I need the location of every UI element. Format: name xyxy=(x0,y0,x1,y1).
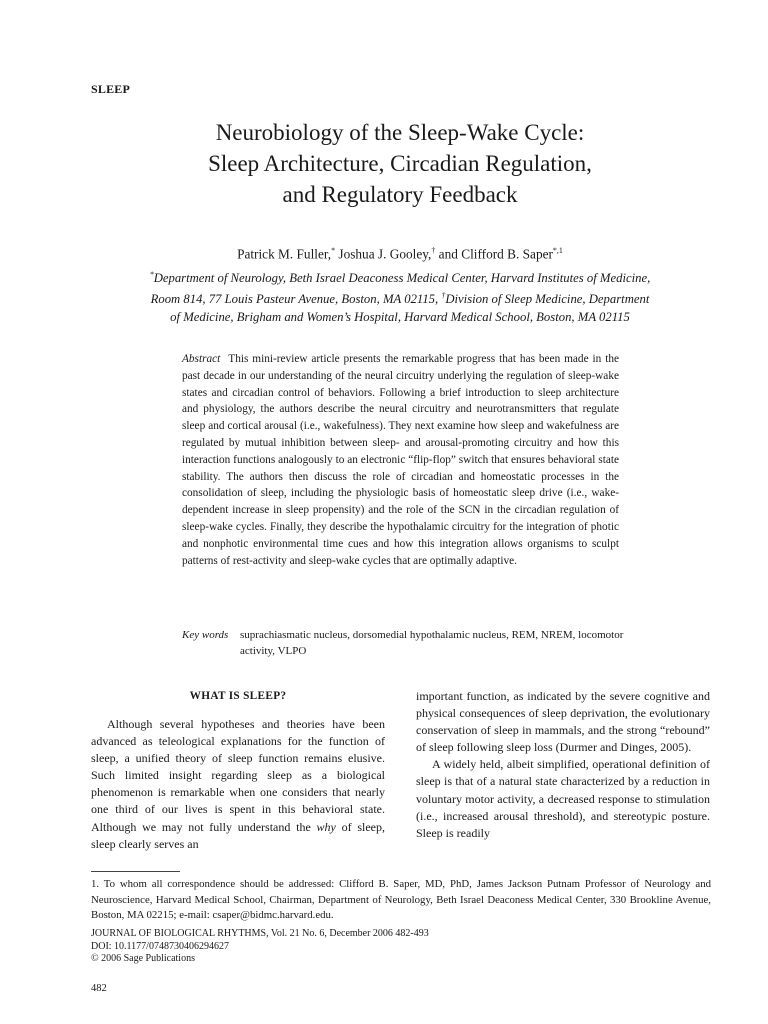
body-emphasis: why xyxy=(316,819,336,834)
affiliations xyxy=(100,266,700,326)
author-gooley: Joshua J. Gooley, xyxy=(335,246,432,262)
article-title xyxy=(100,117,700,210)
affiliation-line-1 xyxy=(100,266,700,287)
title-line-3: and Regulatory Feedback xyxy=(282,182,518,207)
body-column-left xyxy=(91,688,385,853)
author-fuller-mark: * xyxy=(331,246,336,255)
affiliation-text-2a: Room 814, 77 Louis Pasteur Avenue, Boston, MA 02115, xyxy=(150,292,442,307)
author-gooley-mark: † xyxy=(431,246,436,255)
title-line-2: Sleep Architecture, Circadian Regulation, xyxy=(208,151,592,176)
affiliation-line-3: of Medicine, Brigham and Women’s Hospital, Harvard Medical School, Boston, MA 02115 xyxy=(170,310,630,325)
footnote: 1. To whom all correspondence should be addressed: Clifford B. Saper, MD, PhD, James Jackson Putnam Professor of Neurology and Neuroscience, Harvard Medical School, Chairman, Department of Neurology, Beth Israel Deaconess Medical Center, 330 Brookline Avenue, Boston, MA 02215; e-mail: csaper@bidmc.harvard.edu. xyxy=(91,878,711,921)
journal-doi: DOI: 10.1177/0748730406294627 xyxy=(91,940,229,952)
affiliation-line-2 xyxy=(100,287,700,308)
author-saper-mark: *,1 xyxy=(552,246,563,255)
page-number: 482 xyxy=(91,983,107,994)
abstract xyxy=(182,351,619,569)
author-fuller: Patrick M. Fuller, xyxy=(237,246,332,262)
body-text: of sleep, sleep clearly serves an xyxy=(91,819,386,851)
journal-copyright: © 2006 Sage Publications xyxy=(91,953,195,965)
journal-citation: JOURNAL OF BIOLOGICAL RHYTHMS, Vol. 21 No. 6, December 2006 482-493 xyxy=(91,928,429,939)
affiliation-text-1: Department of Neurology, Beth Israel Deaconess Medical Center, Harvard Institutes of Medicine, xyxy=(153,271,651,286)
body-paragraph: important function, as indicated by the severe cognitive and physical consequences of sleep deprivation, the evolutionary conservation of sleep in mammals, and the strong “rebound” of sleep following sleep loss (Durmer and Dinges, 2005). xyxy=(416,689,710,755)
section-tag: SLEEP xyxy=(91,82,131,96)
keywords-label: Key words xyxy=(182,629,229,641)
section-heading: WHAT IS SLEEP? xyxy=(189,690,287,702)
body-paragraph xyxy=(91,716,385,853)
author-saper: and Clifford B. Saper xyxy=(435,246,553,262)
journal-info xyxy=(91,928,591,966)
abstract-label: Abstract xyxy=(182,353,221,365)
affiliation-mark-1: * xyxy=(149,270,154,279)
body-paragraph: A widely held, albeit simplified, operational definition of sleep is that of a natural state characterized by a reduction in voluntary motor activity, a decreased response to stimulation (i.e., increased arousal threshold), and stereotypic posture. Sleep is readily xyxy=(416,757,710,840)
title-line-1: Neurobiology of the Sleep-Wake Cycle: xyxy=(215,120,585,145)
footnote-divider xyxy=(91,871,180,872)
affiliation-mark-2: † xyxy=(441,291,446,301)
affiliation-text-2b: Division of Sleep Medicine, Department xyxy=(445,292,650,307)
body-text: Although several hypotheses and theories have been advanced as teleological explanations for the function of sleep, a unified theory of sleep function remains elusive. Such limited insight regarding sleep as a biological phenomenon is remarkable when one considers that nearly one third of our lives is spent in this behavioral state. Although we may not fully understand the xyxy=(91,717,385,834)
body-column-right xyxy=(416,688,710,842)
keywords-text: suprachiasmatic nucleus, dorsomedial hypothalamic nucleus, REM, NREM, locomotor activity, VLPO xyxy=(240,629,624,657)
abstract-text: This mini-review article presents the remarkable progress that has been made in the past decade in our understanding of the neural circuitry underlying the regulation of sleep-wake states and circadian control of behaviors. Following a brief introduction to sleep architecture and physiology, the authors describe the neural circuitry and neurotransmitters that regulate sleep and cortical arousal (i.e., wakefulness). They next examine how sleep and wakefulness are regulated by mutual inhibition between sleep- and arousal-promoting circuitry and how this interaction functions analogously to an electronic “flip-flop” switch that ensures behavioral state stability. The authors then discuss the role of circadian and homeostatic processes in the consolidation of sleep, including the physiologic basis of homeostatic sleep drive (i.e., wake-dependent increase in sleep propensity) and the role of the SCN in the circadian regulation of sleep-wake cycles. Finally, they describe the hypothalamic circuitry for the integration of photic and nonphotic environmental time cues and how this integration allows organisms to sculpt patterns of rest-activity and sleep-wake cycles that are optimally adaptive. xyxy=(182,353,619,567)
author-list xyxy=(100,246,700,262)
